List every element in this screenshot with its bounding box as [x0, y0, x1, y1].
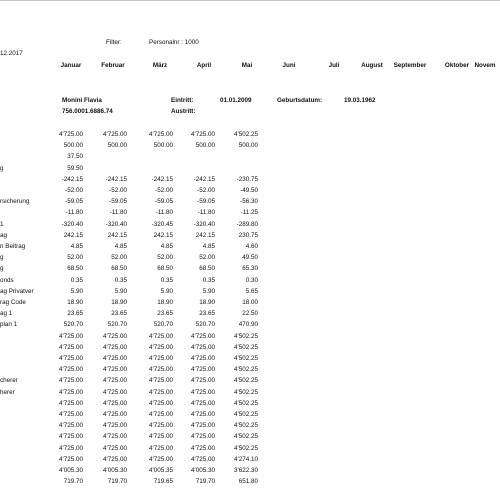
table-cell: 4'502.25	[234, 411, 258, 418]
table-cell: 4'725.00	[149, 444, 173, 452]
table-cell: 4'725.00	[191, 131, 215, 138]
table-cell: 4'725.00	[149, 355, 173, 362]
month-header: Juli	[328, 62, 340, 69]
month-header: März	[152, 62, 168, 69]
table-cell: 4'502.25	[234, 366, 258, 374]
table-cell: 520.70	[153, 321, 173, 329]
table-cell: 651.80	[238, 478, 258, 486]
table-cell: -59.05	[65, 198, 83, 206]
month-header: September	[393, 62, 427, 69]
table-cell: -52.00	[197, 187, 215, 194]
table-cell: 4'725.00	[59, 444, 83, 452]
table-cell: -289.80	[236, 220, 258, 228]
table-cell: 4'725.00	[149, 388, 173, 396]
table-cell: 68.50	[199, 265, 215, 273]
table-cell: -52.00	[109, 187, 127, 194]
table-cell: 4'725.00	[59, 343, 83, 351]
table-cell: 4'725.00	[149, 455, 173, 463]
table-cell: 4'725.00	[103, 433, 127, 441]
employee-name: Monini Flavia	[62, 97, 102, 104]
exit-label: Austritt:	[171, 108, 196, 115]
table-cell: 4'725.00	[191, 377, 215, 385]
table-cell: 18.90	[67, 299, 83, 306]
table-cell: 4'725.00	[103, 399, 127, 407]
row-label: herer	[0, 388, 15, 396]
table-cell: 4'725.00	[59, 377, 83, 385]
table-cell: 4.85	[160, 243, 173, 250]
top-border	[0, 0, 500, 1]
table-cell: 4'725.00	[149, 399, 173, 407]
table-cell: -59.05	[109, 198, 127, 206]
table-cell: 719.70	[195, 478, 215, 486]
row-label: n Beitrag	[0, 243, 26, 250]
row-label: rag Code	[0, 299, 26, 306]
table-cell: 4'725.00	[59, 388, 83, 396]
table-cell: 4'725.00	[59, 131, 83, 138]
table-cell: 23.65	[199, 310, 215, 318]
table-cell: 5.90	[70, 287, 83, 295]
table-cell: 0.35	[70, 276, 83, 284]
table-cell: 4'274.10	[234, 455, 258, 463]
month-header: Novem	[474, 62, 496, 69]
table-cell: 242.15	[107, 231, 127, 239]
table-cell: -242.15	[151, 175, 173, 183]
table-cell: 0.35	[114, 276, 127, 284]
row-label: ag	[0, 231, 8, 239]
table-cell: 59.50	[67, 164, 83, 172]
table-cell: 520.70	[63, 321, 83, 329]
table-cell: -230.75	[236, 175, 258, 183]
table-cell: 18.90	[199, 299, 215, 306]
row-label: cherer	[0, 377, 18, 385]
row-label: rsicherung	[0, 198, 30, 206]
table-cell: 4'725.00	[191, 399, 215, 407]
employee-ssn: 756.0001.6886.74	[62, 108, 113, 115]
table-cell: 500.00	[195, 142, 215, 150]
table-cell: 37.50	[67, 153, 83, 161]
table-cell: 500.00	[63, 142, 83, 150]
table-cell: 4'725.00	[59, 411, 83, 418]
table-cell: 4'725.00	[59, 332, 83, 340]
table-cell: -11.25	[240, 209, 258, 217]
table-cell: 4'502.25	[234, 433, 258, 441]
table-cell: 5.90	[202, 287, 215, 295]
table-cell: 0.35	[202, 276, 215, 284]
table-cell: 4'725.00	[59, 422, 83, 430]
table-cell: 4'725.00	[191, 433, 215, 441]
table-cell: 68.50	[111, 265, 127, 273]
table-cell: 4'005.30	[103, 467, 127, 474]
table-cell: -11.80	[155, 209, 173, 217]
table-cell: 23.65	[67, 310, 83, 318]
table-cell: 242.15	[63, 231, 83, 239]
entry-date: 01.01.2009	[220, 97, 252, 104]
table-cell: 4.85	[70, 243, 83, 250]
month-header: Januar	[60, 62, 82, 69]
table-cell: 4'725.00	[149, 332, 173, 340]
row-label: g	[0, 265, 4, 273]
table-cell: -49.50	[240, 187, 258, 194]
table-cell: 520.70	[107, 321, 127, 329]
table-cell: 4'725.00	[103, 355, 127, 362]
table-cell: 4'502.25	[234, 444, 258, 452]
table-cell: 719.65	[153, 478, 173, 486]
table-cell: 4.85	[202, 243, 215, 250]
table-cell: 4'725.00	[59, 455, 83, 463]
month-header: April	[196, 62, 212, 69]
table-cell: 4'502.25	[234, 377, 258, 385]
table-cell: 4'725.00	[191, 455, 215, 463]
row-label: g	[0, 254, 4, 262]
table-cell: 4'725.00	[149, 422, 173, 430]
table-cell: -56.30	[240, 198, 258, 206]
table-cell: 4'725.00	[103, 455, 127, 463]
table-cell: 4'502.25	[234, 399, 258, 407]
table-cell: 0.35	[160, 276, 173, 284]
month-header: Mai	[241, 62, 253, 69]
table-cell: 719.70	[63, 478, 83, 486]
table-cell: 500.00	[238, 142, 258, 150]
table-cell: 52.00	[67, 254, 83, 262]
table-cell: -320.40	[193, 220, 215, 228]
table-cell: -11.80	[65, 209, 83, 217]
table-cell: 4'725.00	[103, 422, 127, 430]
table-cell: 4'725.00	[103, 131, 127, 138]
table-cell: -11.80	[109, 209, 127, 217]
table-cell: 22.50	[242, 310, 258, 318]
table-cell: 4'725.00	[191, 366, 215, 374]
table-cell: 4'725.00	[191, 332, 215, 340]
row-label: g	[0, 164, 4, 172]
table-cell: 18.90	[111, 299, 127, 306]
month-header: Februar	[101, 62, 125, 69]
table-cell: 49.50	[242, 254, 258, 262]
table-cell: 23.65	[157, 310, 173, 318]
table-cell: 4'725.00	[59, 433, 83, 441]
table-cell: 4'725.00	[59, 399, 83, 407]
table-cell: 4.60	[245, 243, 258, 250]
filter-value: Personalnr : 1000	[149, 39, 199, 46]
table-cell: -59.05	[197, 198, 215, 206]
table-cell: 23.65	[111, 310, 127, 318]
row-label: plan 1	[0, 321, 18, 329]
table-cell: 4'502.25	[234, 131, 258, 138]
table-cell: 500.00	[153, 142, 173, 150]
table-cell: 4'725.00	[149, 433, 173, 441]
table-cell: 4'502.25	[234, 355, 258, 362]
table-cell: 4'725.00	[149, 366, 173, 374]
table-cell: 3'622.30	[234, 467, 258, 474]
table-cell: 4'725.00	[103, 444, 127, 452]
table-cell: 230.75	[238, 231, 258, 239]
table-cell: 4'725.00	[149, 377, 173, 385]
table-cell: 4'502.25	[234, 422, 258, 430]
table-cell: 4'502.25	[234, 388, 258, 396]
table-cell: 242.15	[153, 231, 173, 239]
table-cell: 4'725.00	[149, 131, 173, 138]
table-cell: 242.15	[195, 231, 215, 239]
table-cell: 4'725.00	[103, 388, 127, 396]
table-cell: 4'725.00	[59, 366, 83, 374]
table-cell: -242.15	[193, 175, 215, 183]
row-label: ag Privatver	[0, 287, 34, 295]
table-cell: 4'725.00	[103, 411, 127, 418]
table-cell: -11.80	[197, 209, 215, 217]
table-cell: 68.50	[157, 265, 173, 273]
table-cell: 4'725.00	[191, 422, 215, 430]
month-header: August	[361, 62, 383, 69]
table-cell: 18.90	[157, 299, 173, 306]
table-cell: 470.90	[238, 321, 258, 329]
table-cell: 5.65	[245, 287, 258, 295]
table-cell: 4'005.35	[149, 467, 173, 474]
table-cell: -242.15	[105, 175, 127, 183]
month-header: Juni	[282, 62, 296, 69]
table-cell: 4'725.00	[191, 411, 215, 418]
table-cell: 4'502.25	[234, 343, 258, 351]
table-cell: 4'725.00	[103, 343, 127, 351]
table-cell: 52.00	[199, 254, 215, 262]
table-cell: 52.00	[157, 254, 173, 262]
table-cell: 719.70	[107, 478, 127, 486]
month-header: Oktober	[444, 62, 470, 69]
table-cell: 4'725.00	[103, 332, 127, 340]
table-cell: -320.45	[151, 220, 173, 228]
table-cell: 4'005.30	[59, 467, 83, 474]
table-cell: 68.50	[67, 265, 83, 273]
table-cell: -52.00	[65, 187, 83, 194]
birth-label: Geburtsdatum:	[277, 97, 323, 104]
table-cell: 500.00	[107, 142, 127, 150]
filter-label: Filter:	[106, 39, 122, 46]
entry-label: Eintritt:	[171, 97, 194, 104]
table-cell: -320.40	[105, 220, 127, 228]
table-cell: 4.85	[114, 243, 127, 250]
table-cell: 4'725.00	[103, 377, 127, 385]
table-cell: 4'725.00	[149, 411, 173, 418]
table-cell: 4'502.25	[234, 332, 258, 340]
row-label: ag 1	[0, 310, 13, 318]
table-cell: 4'725.00	[191, 355, 215, 362]
birth-date: 19.03.1962	[344, 97, 376, 104]
row-label: 1	[0, 220, 4, 228]
table-cell: 52.00	[111, 254, 127, 262]
table-cell: 4'005.30	[191, 467, 215, 474]
table-cell: 4'725.00	[103, 366, 127, 374]
table-cell: 0.30	[245, 276, 258, 284]
table-cell: 4'725.00	[191, 388, 215, 396]
table-cell: -52.00	[155, 187, 173, 194]
table-cell: 520.70	[195, 321, 215, 329]
table-cell: 5.90	[114, 287, 127, 295]
table-cell: -320.40	[61, 220, 83, 228]
table-cell: 65.30	[242, 265, 258, 273]
table-cell: 4'725.00	[191, 444, 215, 452]
table-cell: 5.90	[160, 287, 173, 295]
report-date: 12.2017	[0, 50, 23, 57]
table-cell: 4'725.00	[59, 355, 83, 362]
row-label: onds	[0, 276, 14, 284]
table-cell: -242.15	[61, 175, 83, 183]
table-cell: -59.05	[155, 198, 173, 206]
table-cell: 4'725.00	[149, 343, 173, 351]
table-cell: 18.00	[242, 299, 258, 306]
table-cell: 4'725.00	[191, 343, 215, 351]
